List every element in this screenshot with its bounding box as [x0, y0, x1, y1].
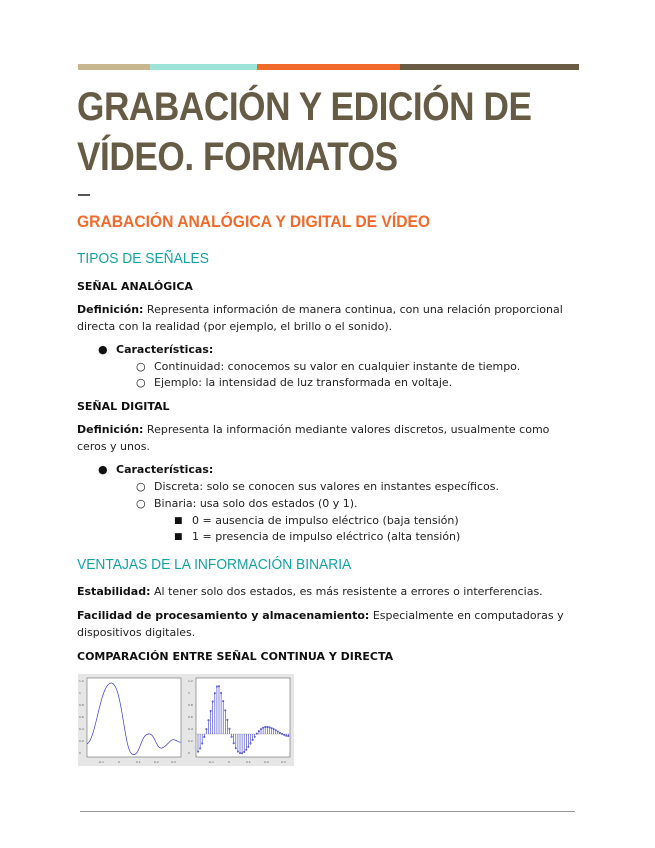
svg-text:0.2: 0.2 — [79, 739, 84, 743]
digital-item-1: Discreta: solo se conocen sus valores en instantes específicos. — [154, 480, 499, 493]
bullet-dot: ● — [98, 463, 108, 476]
decorative-color-bar — [78, 64, 579, 70]
bullet-circle: ○ — [136, 480, 146, 493]
analog-def-label: Definición: — [77, 303, 144, 316]
svg-text:0: 0 — [228, 760, 230, 764]
svg-text:0.8: 0.8 — [79, 703, 84, 707]
analog-heading: SEÑAL ANALÓGICA — [77, 280, 193, 293]
discrete-plot-area — [196, 678, 290, 757]
analog-item-2: Ejemplo: la intensidad de luz transformada en voltaje. — [154, 376, 453, 389]
bar-segment-brown — [400, 64, 579, 70]
procesamiento-text: Especialmente en computadoras y dispositivos digitales. — [77, 609, 564, 639]
svg-text:0.8: 0.8 — [188, 703, 193, 707]
svg-text:-0.1: -0.1 — [208, 760, 214, 764]
digital-definition — [77, 421, 582, 455]
svg-text:-0.1: -0.1 — [98, 760, 104, 764]
analog-char-label: Características: — [116, 343, 214, 356]
bullet-square: ■ — [174, 532, 183, 542]
bullet-dot: ● — [98, 343, 108, 356]
bullet-circle: ○ — [136, 376, 146, 389]
svg-text:0.1: 0.1 — [136, 760, 141, 764]
svg-text:0: 0 — [188, 751, 190, 755]
svg-text:1.2: 1.2 — [188, 679, 193, 683]
svg-text:0.2: 0.2 — [264, 760, 269, 764]
digital-char-label: Características: — [116, 463, 214, 476]
tipos-heading: TIPOS DE SEÑALES — [77, 250, 209, 267]
signal-comparison-figure — [78, 674, 294, 766]
digital-subitem-1: 0 = ausencia de impulso eléctrico (baja tensión) — [192, 514, 459, 527]
title-line-2: VÍDEO. FORMATOS — [77, 135, 398, 179]
document-title — [77, 82, 535, 182]
digital-item-2: Binaria: usa solo dos estados (0 y 1). — [154, 497, 358, 510]
digital-def-text: Representa la información mediante valores discretos, usualmente como ceros y unos. — [77, 423, 550, 453]
digital-subitem-2: 1 = presencia de impulso eléctrico (alta tensión) — [192, 530, 461, 543]
svg-text:1: 1 — [79, 691, 81, 695]
continuous-plot-area — [87, 678, 181, 757]
svg-text:0.2: 0.2 — [188, 739, 193, 743]
digital-def-label: Definición: — [77, 423, 144, 436]
svg-text:0.3: 0.3 — [171, 760, 176, 764]
procesamiento-label: Facilidad de procesamiento y almacenamiento: — [77, 609, 370, 622]
svg-text:0.4: 0.4 — [188, 727, 193, 731]
estabilidad-label: Estabilidad: — [77, 585, 151, 598]
bullet-circle: ○ — [136, 497, 146, 510]
bullet-circle: ○ — [136, 360, 146, 373]
svg-text:0.4: 0.4 — [79, 727, 84, 731]
svg-text:1: 1 — [188, 691, 190, 695]
comparacion-heading: COMPARACIÓN ENTRE SEÑAL CONTINUA Y DIRECTA — [77, 650, 394, 663]
estabilidad-text: Al tener solo dos estados, es más resistente a errores o interferencias. — [150, 585, 543, 598]
svg-text:0.2: 0.2 — [154, 760, 159, 764]
section-heading: GRABACIÓN ANALÓGICA Y DIGITAL DE VÍDEO — [77, 212, 431, 231]
svg-text:0.6: 0.6 — [79, 715, 84, 719]
svg-text:1.2: 1.2 — [79, 679, 84, 683]
analog-definition — [77, 301, 582, 335]
svg-text:0: 0 — [118, 760, 120, 764]
bullet-square: ■ — [174, 516, 183, 526]
footer-divider — [80, 811, 575, 812]
svg-text:0: 0 — [79, 751, 81, 755]
bar-segment-tan — [78, 64, 150, 70]
title-dash — [78, 194, 90, 196]
bar-segment-orange — [257, 64, 400, 70]
svg-text:0.1: 0.1 — [246, 760, 251, 764]
analog-def-text: Representa información de manera continua, con una relación proporcional directa con la realidad (por ejemplo, el brillo o el sonido). — [77, 303, 563, 333]
svg-text:0.6: 0.6 — [188, 715, 193, 719]
title-line-1: GRABACIÓN Y EDICIÓN DE — [77, 85, 532, 129]
digital-heading: SEÑAL DIGITAL — [77, 400, 170, 413]
analog-item-1: Continuidad: conocemos su valor en cualquier instante de tiempo. — [154, 360, 521, 373]
ventajas-estabilidad — [77, 583, 582, 600]
ventajas-procesamiento — [77, 607, 582, 641]
ventajas-heading: VENTAJAS DE LA INFORMACIÓN BINARIA — [77, 556, 352, 573]
svg-text:0.3: 0.3 — [281, 760, 286, 764]
bar-segment-mint — [150, 64, 257, 70]
